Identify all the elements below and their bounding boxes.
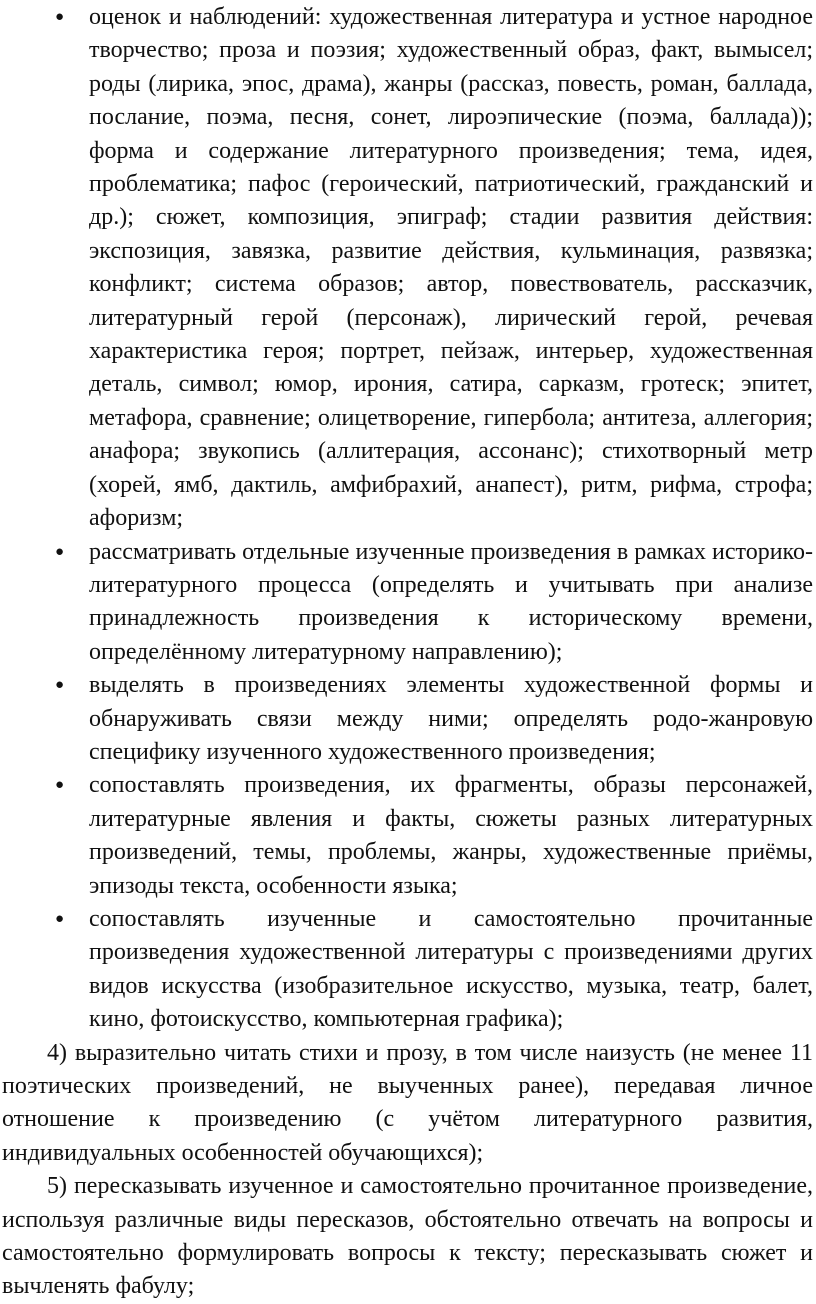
list-item-text: сопоставлять изученные и самостоятельно прочитанные произведения художественной литературы с произведениями других видов искусства (изобразительное искусство, музыка, театр, балет, кино, фотоискусство, компьютерная графика); xyxy=(89,905,813,1033)
bullet-list xyxy=(2,1,813,1037)
list-item-text: сопоставлять произведения, их фрагменты, образы персонажей, литературные явления и факты, сюжеты разных литературных произведений, темы, проблемы, жанры, художественные приёмы, эпизоды текста, особенности языка; xyxy=(89,772,813,899)
list-item-text: выделять в произведениях элементы художественной формы и обнаруживать связи между ними; определять родо-жанровую специфику изученного художественного произведения; xyxy=(89,672,813,765)
list-item xyxy=(2,769,813,903)
bullet-icon: ● xyxy=(55,543,65,560)
list-item-text: оценок и наблюдений: художественная литература и устное народное творчество; проза и поэзия; художественный образ, факт, вымысел; роды (лирика, эпос, драма), жанры (рассказ, повесть, роман, баллада, послание, поэма, песня, сонет, лироэпические (поэма, баллада)); форма и содержание литературного произведения; тема, идея, проблематика; пафос (героический, патриотический, гражданский и др.); сюжет, композиция, эпиграф; стадии развития действия: экспозиция, завязка, развитие действия, кульминация, развязка; конфликт; система образов; автор, повествователь, рассказчик, литературный герой (персонаж), лирический герой, речевая характеристика героя; портрет, пейзаж, интерьер, художественная деталь, символ; юмор, ирония, сатира, сарказм, гротеск; эпитет, метафора, сравнение; олицетворение, гипербола; антитеза, аллегория; анафора; звукопись (аллитерация, ассонанс); стихотворный метр (хорей, ямб, дактиль, амфибрахий, анапест), ритм, рифма, строфа; афоризм; xyxy=(89,4,813,532)
paragraph-item-4: 4) выразительно читать стихи и прозу, в том числе наизусть (не менее 11 поэтических произведений, не выученных ранее), передавая личное отношение к произведению (с учётом литературного развития, индивидуальных особенностей обучающихся); xyxy=(2,1039,813,1166)
bullet-icon: ● xyxy=(55,677,65,694)
list-item xyxy=(2,903,813,1037)
list-item-text: рассматривать отдельные изученные произведения в рамках историко-литературного процесса (определять и учитывать при анализе принадлежность произведения к историческому времени, определённому литературному направлению); xyxy=(89,538,813,665)
list-item xyxy=(2,536,813,670)
list-item xyxy=(2,1,813,536)
bullet-icon: ● xyxy=(55,9,65,25)
paragraph-item-5: 5) пересказывать изученное и самостоятельно прочитанное произведение, используя различные виды пересказов, обстоятельно отвечать на вопросы и самостоятельно формулировать вопросы к тексту; пересказывать сюжет и вычленять фабулу; xyxy=(2,1173,813,1300)
bullet-icon: ● xyxy=(55,777,65,794)
list-item xyxy=(2,669,813,769)
bullet-icon: ● xyxy=(55,910,65,927)
